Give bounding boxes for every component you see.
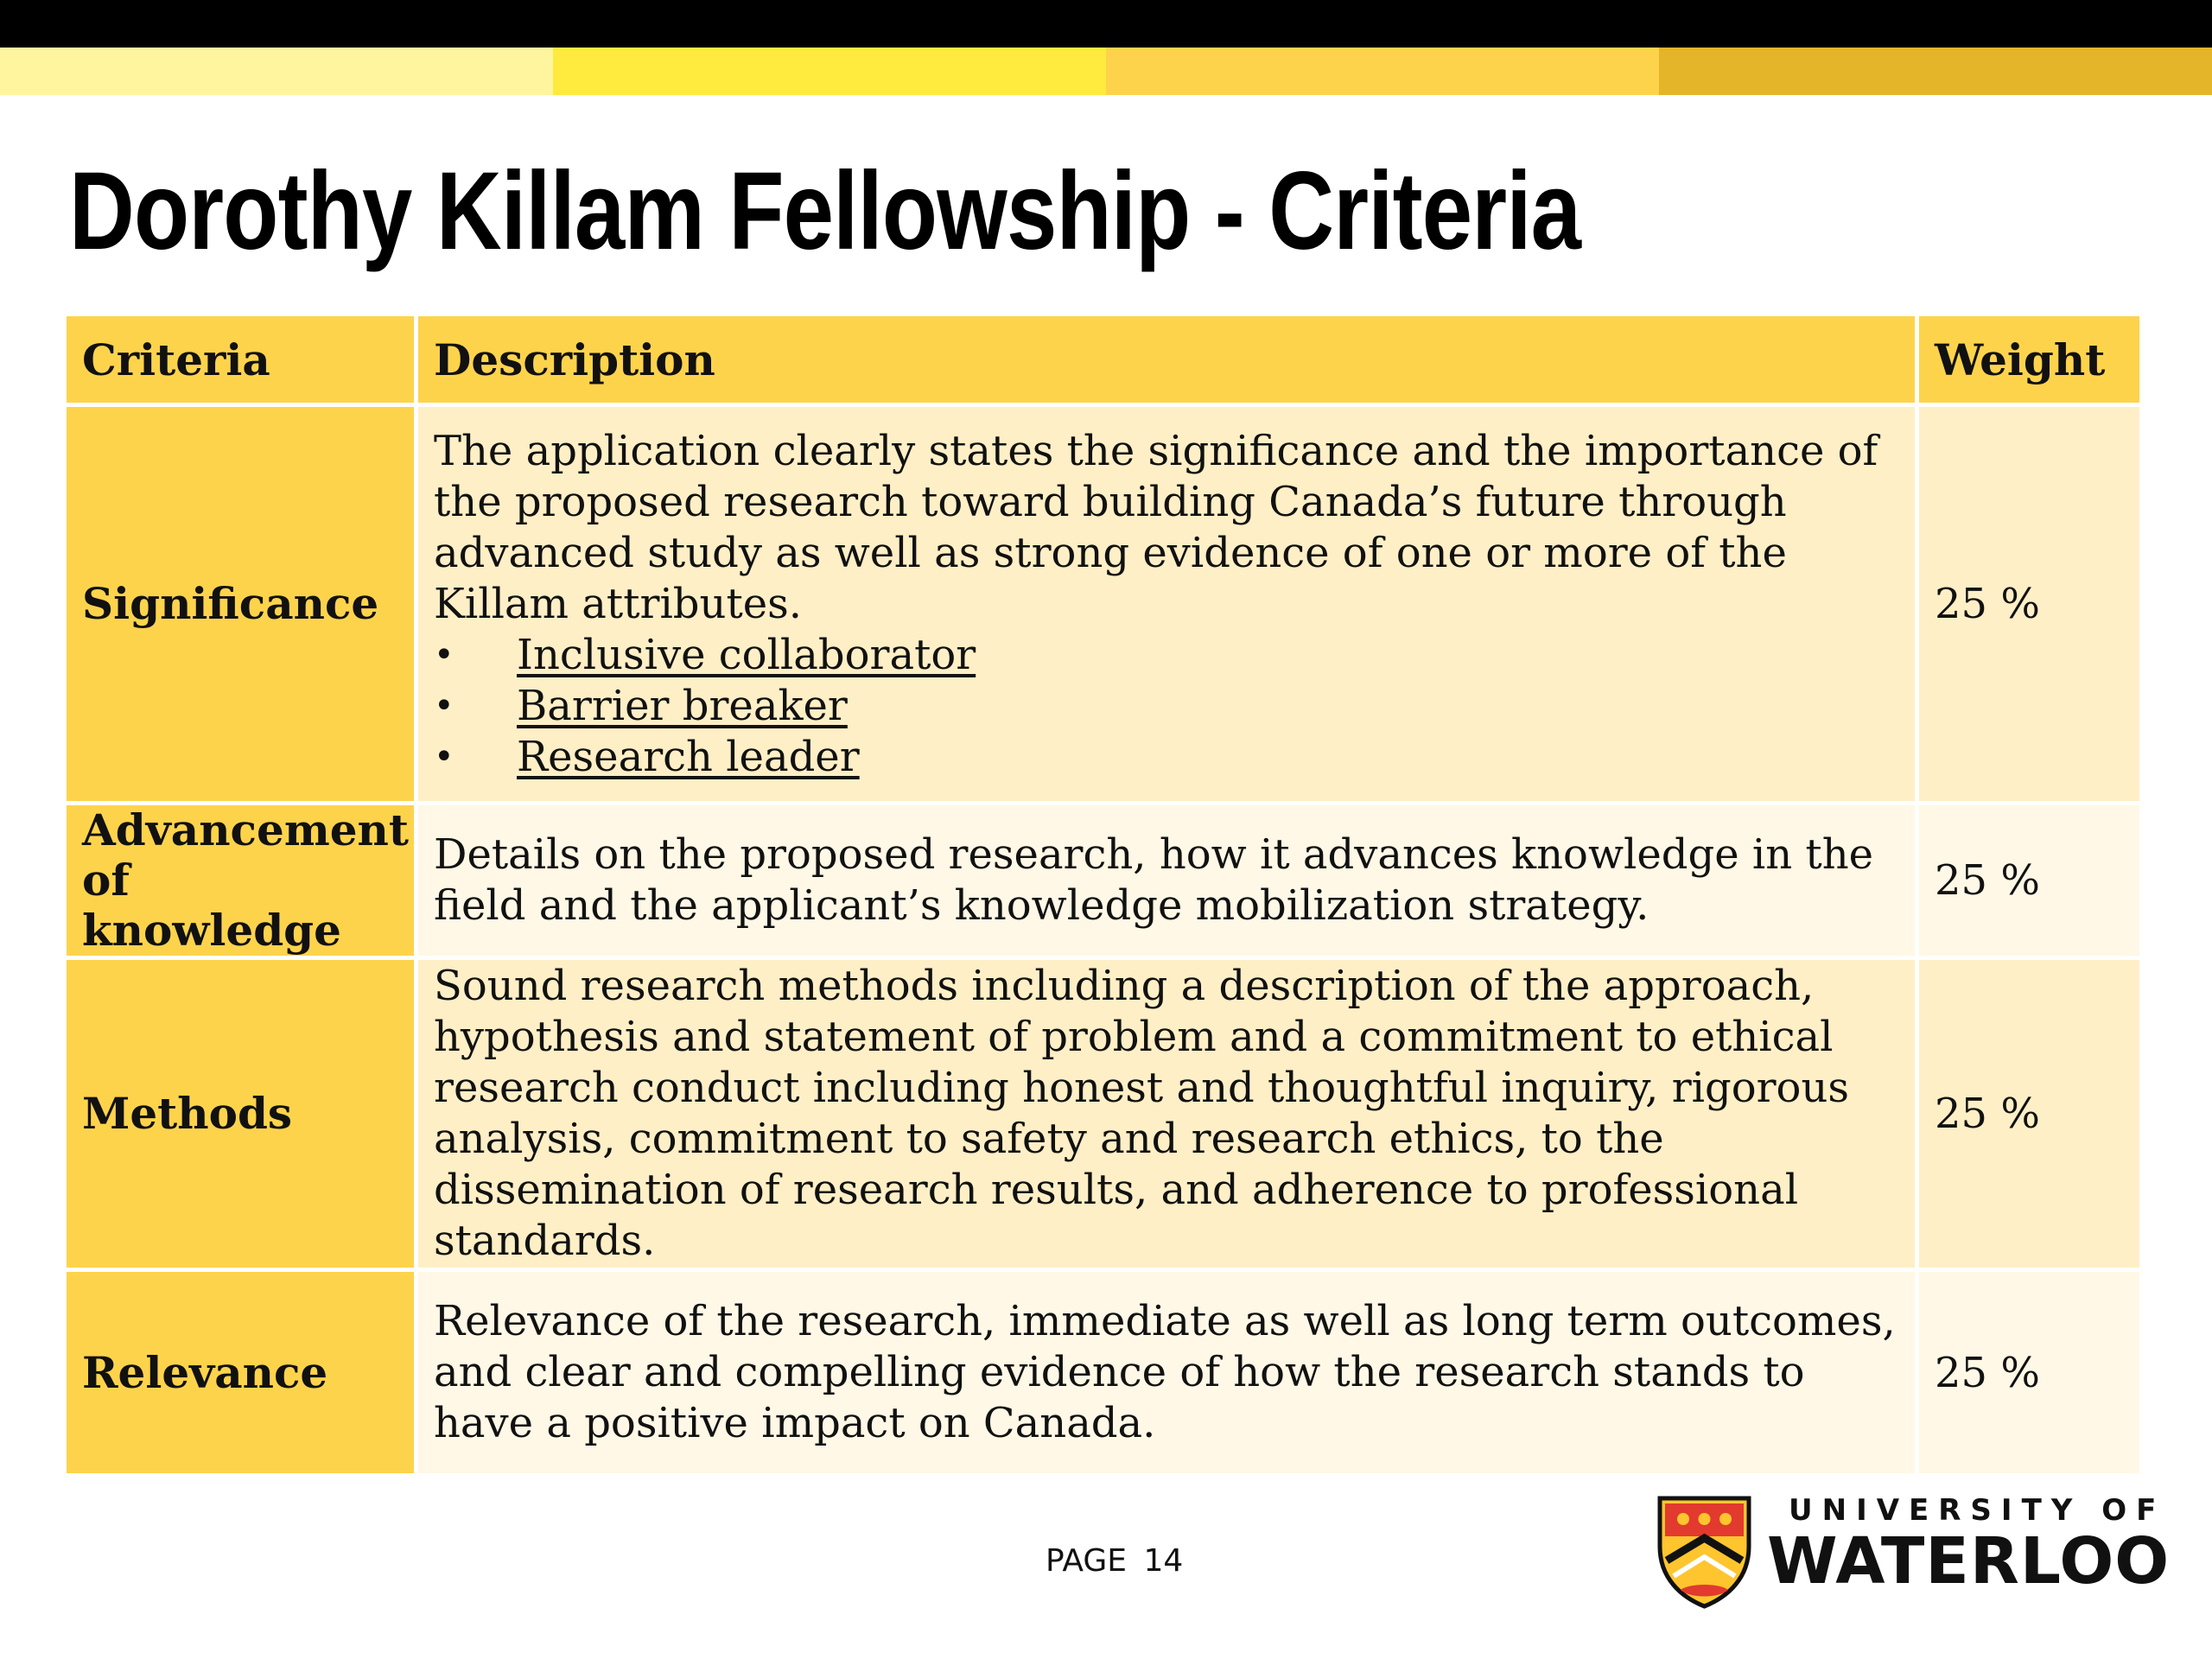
criteria-cell: Relevance [67, 1272, 414, 1473]
description-text: The application clearly states the significance and the importance of the proposed research toward building Canada’s future through advanced study as well as strong evidence of one or more of the Killam attributes. [434, 426, 1878, 628]
weight-cell: 25 % [1919, 805, 2139, 956]
list-item [434, 732, 1899, 783]
university-crest-icon [1655, 1493, 1754, 1610]
weight-cell: 25 % [1919, 407, 2139, 801]
stripe-1 [0, 48, 553, 95]
color-stripe-bar [0, 48, 2212, 95]
attribute-inclusive-collaborator: Inclusive collaborator [517, 630, 976, 679]
table-row [67, 1272, 2139, 1473]
bullet-icon: • [434, 736, 454, 777]
attribute-research-leader: Research leader [517, 732, 860, 781]
page-number: PAGE 14 [1046, 1543, 1184, 1579]
attribute-barrier-breaker: Barrier breaker [517, 681, 848, 730]
list-item [434, 630, 1899, 681]
criteria-cell: Advancement of knowledge [67, 805, 414, 956]
stripe-3 [1106, 48, 1659, 95]
criteria-cell: Methods [67, 960, 414, 1268]
weight-cell: 25 % [1919, 1272, 2139, 1473]
university-logo [1655, 1493, 2171, 1610]
logo-waterloo: WATERLOO [1767, 1524, 2171, 1599]
description-cell: Sound research methods including a description of the approach, hypothesis and statement of problem and a commitment to ethical research conduct including honest and thoughtful inquiry, rigorous analysis, commitment to safety and research ethics, to the dissemination of research results, and adherence to professional standards. [418, 960, 1915, 1268]
logo-university-of: UNIVERSITY OF [1789, 1493, 2166, 1528]
header-description: Description [418, 316, 1915, 403]
bullet-icon: • [434, 634, 454, 675]
killam-attribute-list [434, 630, 1899, 783]
stripe-2 [553, 48, 1106, 95]
description-cell [418, 407, 1915, 801]
table-row [67, 960, 2139, 1268]
criteria-cell: Significance [67, 407, 414, 801]
table-header-row [67, 316, 2139, 403]
slide-title: Dorothy Killam Fellowship - Criteria [69, 149, 1581, 273]
description-cell: Details on the proposed research, how it advances knowledge in the field and the applicant’s knowledge mobilization strategy. [418, 805, 1915, 956]
description-cell: Relevance of the research, immediate as well as long term outcomes, and clear and compelling evidence of how the research stands to have a positive impact on Canada. [418, 1272, 1915, 1473]
list-item [434, 681, 1899, 732]
header-criteria: Criteria [67, 316, 414, 403]
stripe-4 [1659, 48, 2212, 95]
criteria-table [62, 312, 2144, 1478]
top-black-bar [0, 0, 2212, 48]
table-row [67, 407, 2139, 801]
table-row [67, 805, 2139, 956]
bullet-icon: • [434, 685, 454, 726]
weight-cell: 25 % [1919, 960, 2139, 1268]
header-weight: Weight [1919, 316, 2139, 403]
